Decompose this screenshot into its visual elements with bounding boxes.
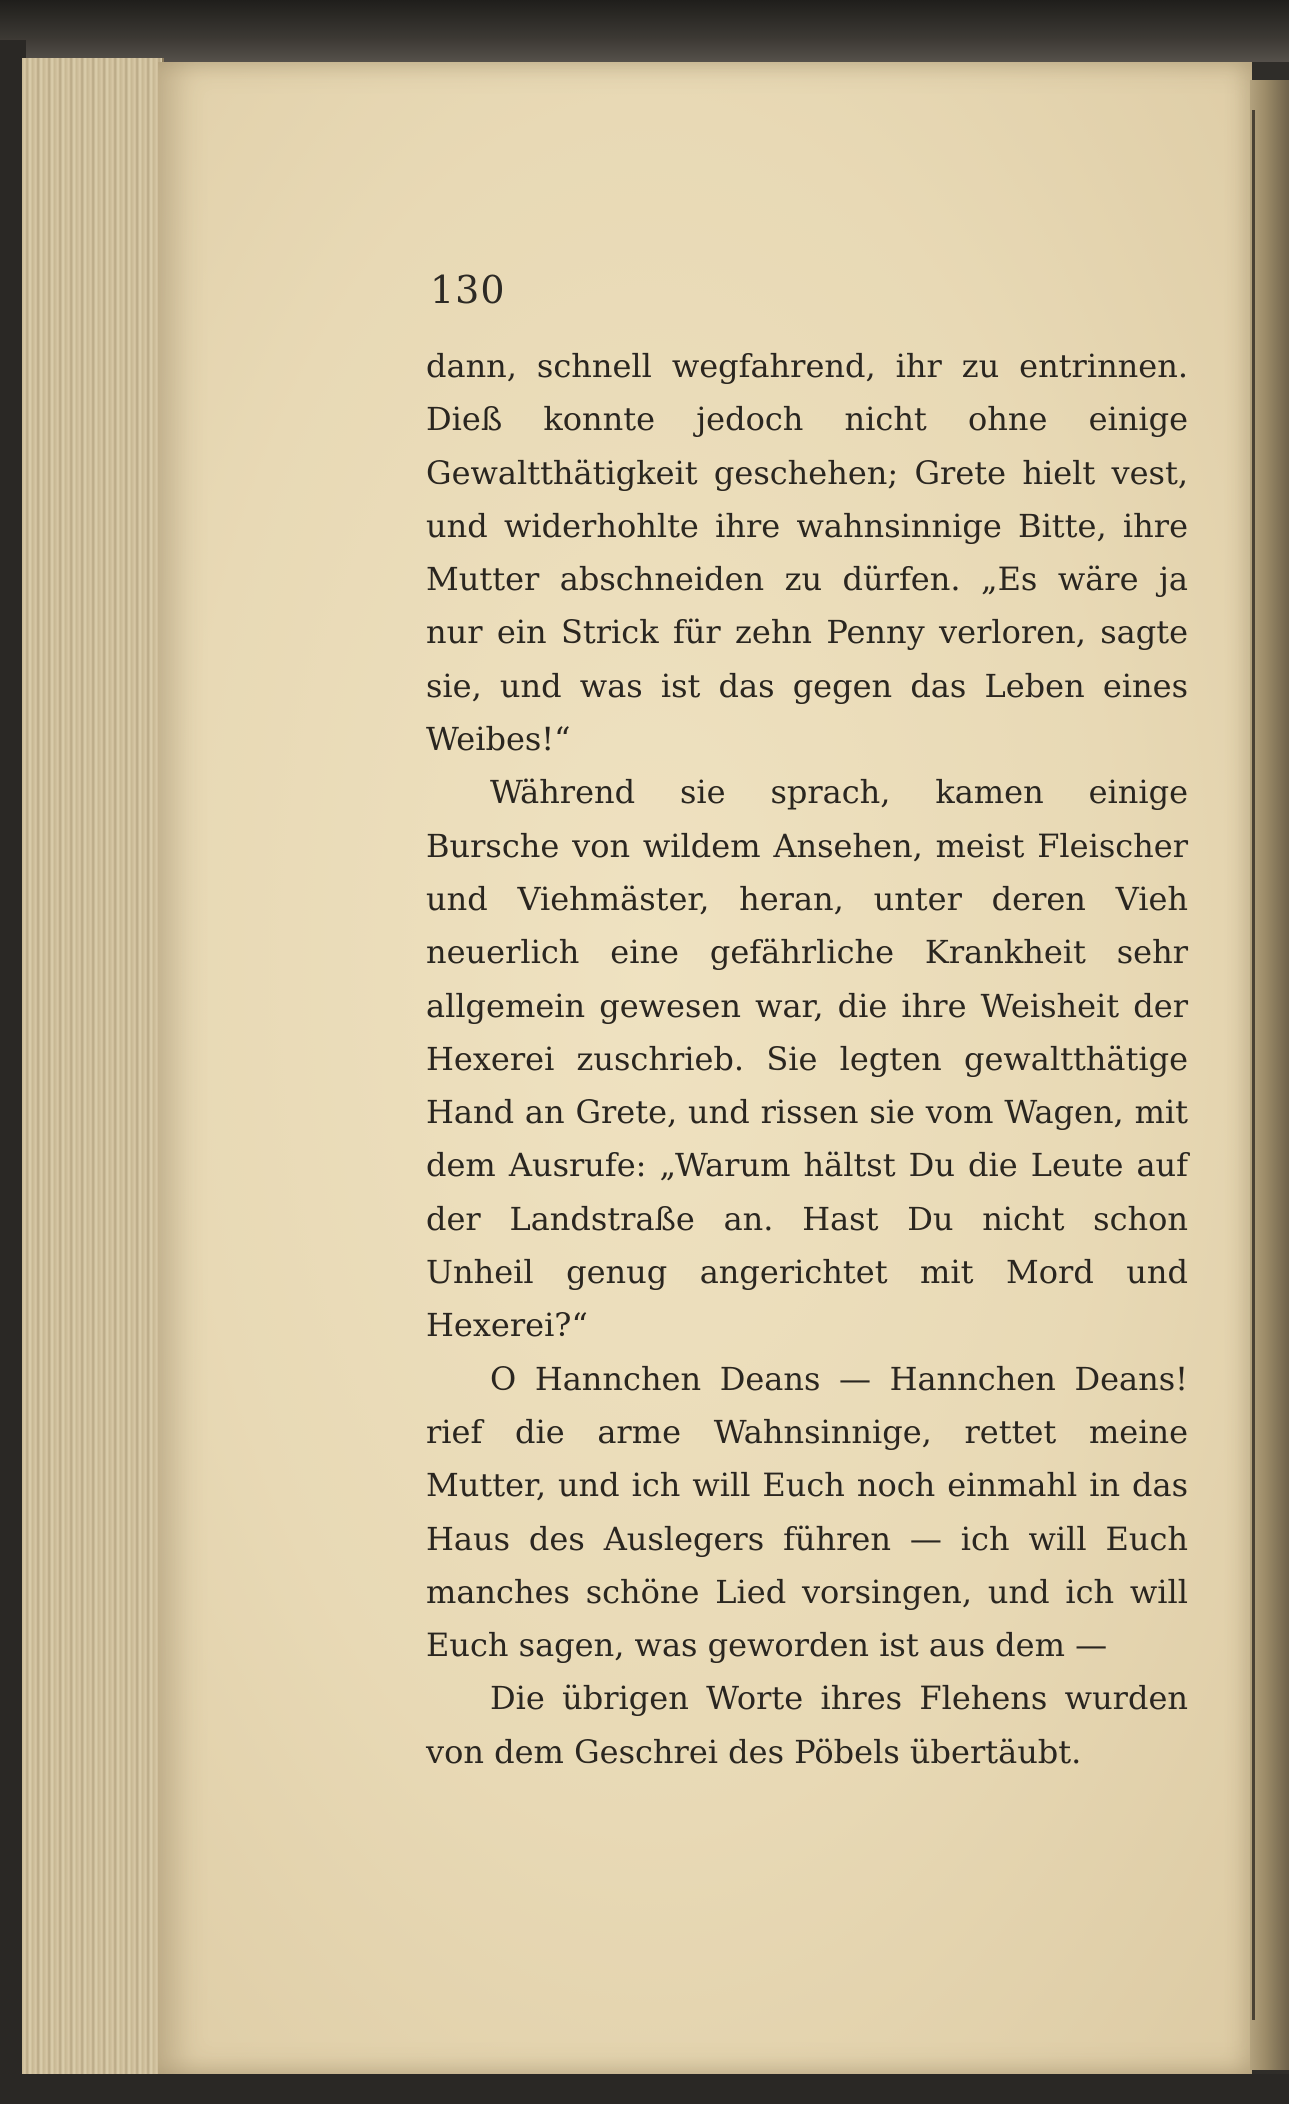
book-page-edges-left [22,58,164,2078]
scan-bottom-edge [0,2074,1289,2104]
page-body-text [426,340,1188,1779]
page-border-line [1252,110,1255,2020]
paragraph: dann, schnell wegfahrend, ihr zu entrinnen. Dieß konnte jedoch nicht ohne einige Gewaltthätigkeit geschehen; Grete hielt vest, und widerhohlte ihre wahnsinnige Bitte, ihre Mutter abschneiden zu dürfen. „Es wäre ja nur ein Strick für zehn Penny verloren, sagte sie, und was ist das gegen das Leben eines Weibes!“ [426,347,1188,759]
paragraph: Die übrigen Worte ihres Flehens wurden von dem Geschrei des Pöbels übertäubt. [426,1679,1188,1771]
paragraph: O Hannchen Deans — Hannchen Deans! rief die arme Wahnsinnige, rettet meine Mutter, und ich will Euch noch einmahl in das Haus des Auslegers führen — ich will Euch manches schöne Lied vorsingen, und ich will Euch sagen, was geworden ist aus dem — [426,1359,1188,1665]
scan-top-edge [0,0,1289,62]
page-number: 130 [430,268,506,312]
book-page-edges-right [1250,80,1289,2070]
paragraph: Während sie sprach, kamen einige Bursche von wildem Ansehen, meist Fleischer und Viehmäster, heran, unter deren Vieh neuerlich eine gefährliche Krankheit sehr allgemein gewesen war, die ihre Weisheit der Hexerei zuschrieb. Sie legten gewaltthätige Hand an Grete, und rissen sie vom Wagen, mit dem Ausrufe: „Warum hältst Du die Leute auf der Landstraße an. Hast Du nicht schon Unheil genug angerichtet mit Mord und Hexerei?“ [426,773,1188,1345]
